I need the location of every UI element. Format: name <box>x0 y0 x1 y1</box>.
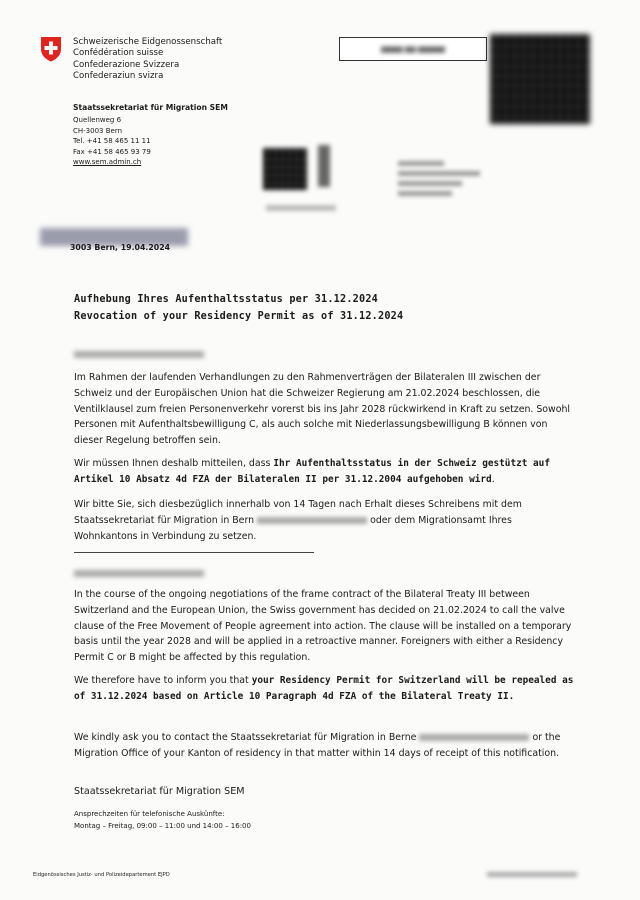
subject-english: Revocation of your Residency Permit as of 31.12.2024 <box>74 311 404 322</box>
bold-statement: your Residency Permit for Switzerland will be repealed as of 31.12.2024 based on Article 10 Paragraph 4d FZA of the Bilateral Treaty II. <box>74 675 574 702</box>
address-line: Quellenweg 6 <box>73 116 122 124</box>
text: We kindly ask you to contact the Staatssekretariat für Migration in Berne <box>74 732 417 743</box>
german-paragraph-1: Im Rahmen der laufenden Verhandlungen zu den Rahmenverträgen der Bilateralen III zwischen der Schweiz und der Europäischen Union hat die Schweizer Regierung am 21.02.2024 beschlossen, die Ventilklausel zum freien Personenverkehr vorerst bis ins Jahr 2028 rückwirkend in Kraft zu setzen. Sowohl Personen mit Aufenthaltsbewilligung C, als auch solche mit Niederlassungsbewilligung B können von dieser Regelung betroffen sein. <box>74 372 570 447</box>
office-name: Staatssekretariat für Migration SEM <box>73 103 228 112</box>
swiss-coat-of-arms-icon <box>40 36 62 62</box>
signature-office: Staatssekretariat für Migration SEM <box>74 786 245 797</box>
confederation-names <box>73 37 222 82</box>
divider <box>74 552 314 553</box>
redacted-barcode <box>318 145 330 187</box>
english-paragraph-1: In the course of the ongoing negotiations of the frame contract of the Bilateral Treaty III between Switzerland and the European Union, the Swiss government has decided on 21.02.2024 to call the valve clause of the Free Movement of People agreement into action. The clause will be installed on a temporary basis until the year 2028 and will be applied in a retroactive manner. Foreigners with either a Residency Permit C or B might be affected by this regulation. <box>74 589 572 664</box>
website-link[interactable]: www.sem.admin.ch <box>73 158 142 167</box>
text: Wir müssen Ihnen deshalb mitteilen, dass <box>74 458 274 469</box>
redacted-caption <box>266 205 336 211</box>
hours-value: Montag – Freitag, 09:00 – 11:00 und 14:00 – 16:00 <box>74 822 251 831</box>
english-paragraph-2 <box>74 673 574 705</box>
place-and-date: 3003 Bern, 19.04.2024 <box>70 243 171 252</box>
redacted-reference: ▆▆▆▆ ▆▆ ▆▆▆▆▆ <box>381 45 445 53</box>
address-line: Fax +41 58 465 93 79 <box>73 147 151 156</box>
bold-statement: Ihr Aufenthaltsstatus in der Schweiz gestützt auf Artikel 10 Absatz 4d FZA der Bilateralen II per 31.12.2004 aufgehoben wird <box>74 458 550 485</box>
confederation-line: Schweizerische Eidgenossenschaft <box>73 37 223 47</box>
confederation-line: Confédération suisse <box>73 48 164 59</box>
redacted-qr-code-small <box>263 148 307 190</box>
text: . <box>491 473 495 485</box>
address-line: Tel. +41 58 465 11 11 <box>73 137 151 146</box>
german-paragraph-2 <box>74 456 574 488</box>
subject-german: Aufhebung Ihres Aufenthaltsstatus per 31.12.2024 <box>74 294 379 305</box>
redacted-footer-code <box>487 872 577 877</box>
address-line: CH-3003 Bern <box>73 126 123 135</box>
german-paragraph-3 <box>74 497 574 544</box>
phone-hours <box>74 808 251 833</box>
hours-label: Ansprechzeiten für telefonische Auskünfte: <box>74 810 225 818</box>
footer-department: Eidgenössisches Justiz- und Polizeidepartement EJPD <box>33 872 170 878</box>
redacted-salutation-german <box>74 351 204 358</box>
english-paragraph-3 <box>74 730 574 762</box>
redacted-salutation-english <box>74 570 204 577</box>
text: or the Migration Office of your Kanton of residency in that matter within 14 days of receipt of this notification. <box>74 732 561 759</box>
redacted-qr-code <box>490 34 590 124</box>
text: We therefore have to inform you that <box>74 675 252 686</box>
redacted-phone <box>257 517 367 524</box>
confederation-line: Confederaziun svizra <box>73 70 164 81</box>
redacted-phone <box>419 734 529 741</box>
office-address <box>73 115 151 168</box>
subject-heading <box>74 291 403 325</box>
redacted-recipient-address <box>398 157 480 201</box>
text: oder dem Migrationsamt Ihres Wohnkantons in Verbindung zu setzen. <box>74 514 512 542</box>
reference-number-box <box>339 37 487 61</box>
text: Wir bitte Sie, sich diesbezüglich innerhalb von 14 Tagen nach Erhalt dieses Schreibens mit dem Staatssekretariat für Migration in Bern <box>74 499 522 526</box>
confederation-line: Confederazione Svizzera <box>73 59 180 70</box>
